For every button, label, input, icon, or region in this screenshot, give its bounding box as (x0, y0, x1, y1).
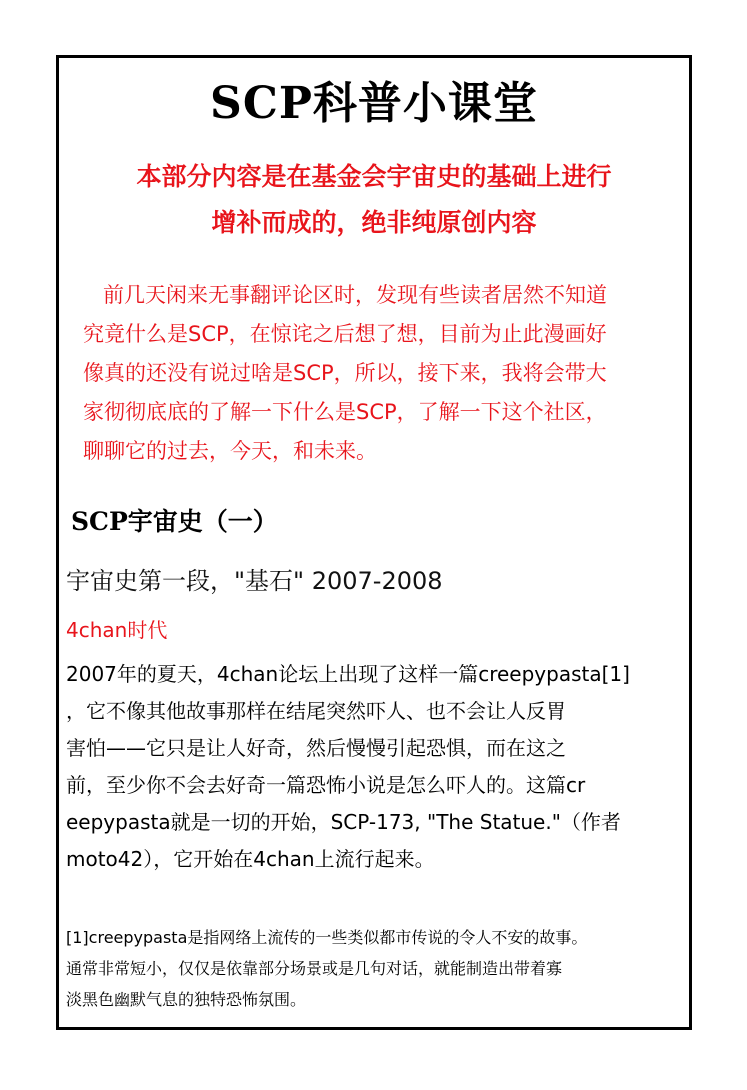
section-subtitle: 宇宙史第一段，"基石" 2007-2008 (66, 567, 443, 595)
body-line: 2007年的夏天，4chan论坛上出现了这样一篇creepypasta[1] (66, 662, 630, 686)
body-line: 害怕——它只是让人好奇，然后慢慢引起恐惧，而在这之 (66, 736, 566, 760)
body-line: ，它不像其他故事那样在结尾突然吓人、也不会让人反胃 (66, 699, 566, 723)
footnote (66, 922, 685, 1015)
era-heading: 4chan时代 (66, 618, 168, 642)
intro-line: 像真的还没有说过啥是SCP，所以，接下来，我将会带大 (83, 361, 607, 385)
intro-line: 家彻彻底底的了解一下什么是SCP，了解一下这个社区， (83, 400, 607, 424)
footnote-line: 淡黑色幽默气息的独特恐怖氛围。 (66, 990, 307, 1009)
footnote-line: 通常非常短小，仅仅是依靠部分场景或是几句对话，就能制造出带着寡 (66, 959, 563, 978)
section-title: SCP宇宙史（一） (71, 507, 278, 536)
notice-block (79, 154, 669, 246)
notice-line: 本部分内容是在基金会宇宙史的基础上进行 (136, 162, 612, 191)
page-frame (56, 55, 692, 1030)
intro-paragraph (83, 276, 681, 471)
body-paragraph (66, 656, 685, 878)
page-title: SCP科普小课堂 (210, 78, 538, 129)
intro-line: 聊聊它的过去，今天，和未来。 (83, 439, 377, 463)
notice-line: 增补而成的，绝非纯原创内容 (211, 208, 537, 237)
body-line: 前，至少你不会去好奇一篇恐怖小说是怎么吓人的。这篇cr (66, 773, 586, 797)
body-line: eepypasta就是一切的开始，SCP-173, "The Statue."（作者 (66, 810, 621, 834)
footnote-line: [1]creepypasta是指网络上流传的一些类似都市传说的令人不安的故事。 (66, 928, 588, 947)
body-line: moto42），它开始在4chan上流行起来。 (66, 847, 435, 871)
intro-line: 究竟什么是SCP，在惊诧之后想了想，目前为止此漫画好 (83, 322, 607, 346)
intro-line: 前几天闲来无事翻评论区时，发现有些读者居然不知道 (103, 283, 607, 307)
